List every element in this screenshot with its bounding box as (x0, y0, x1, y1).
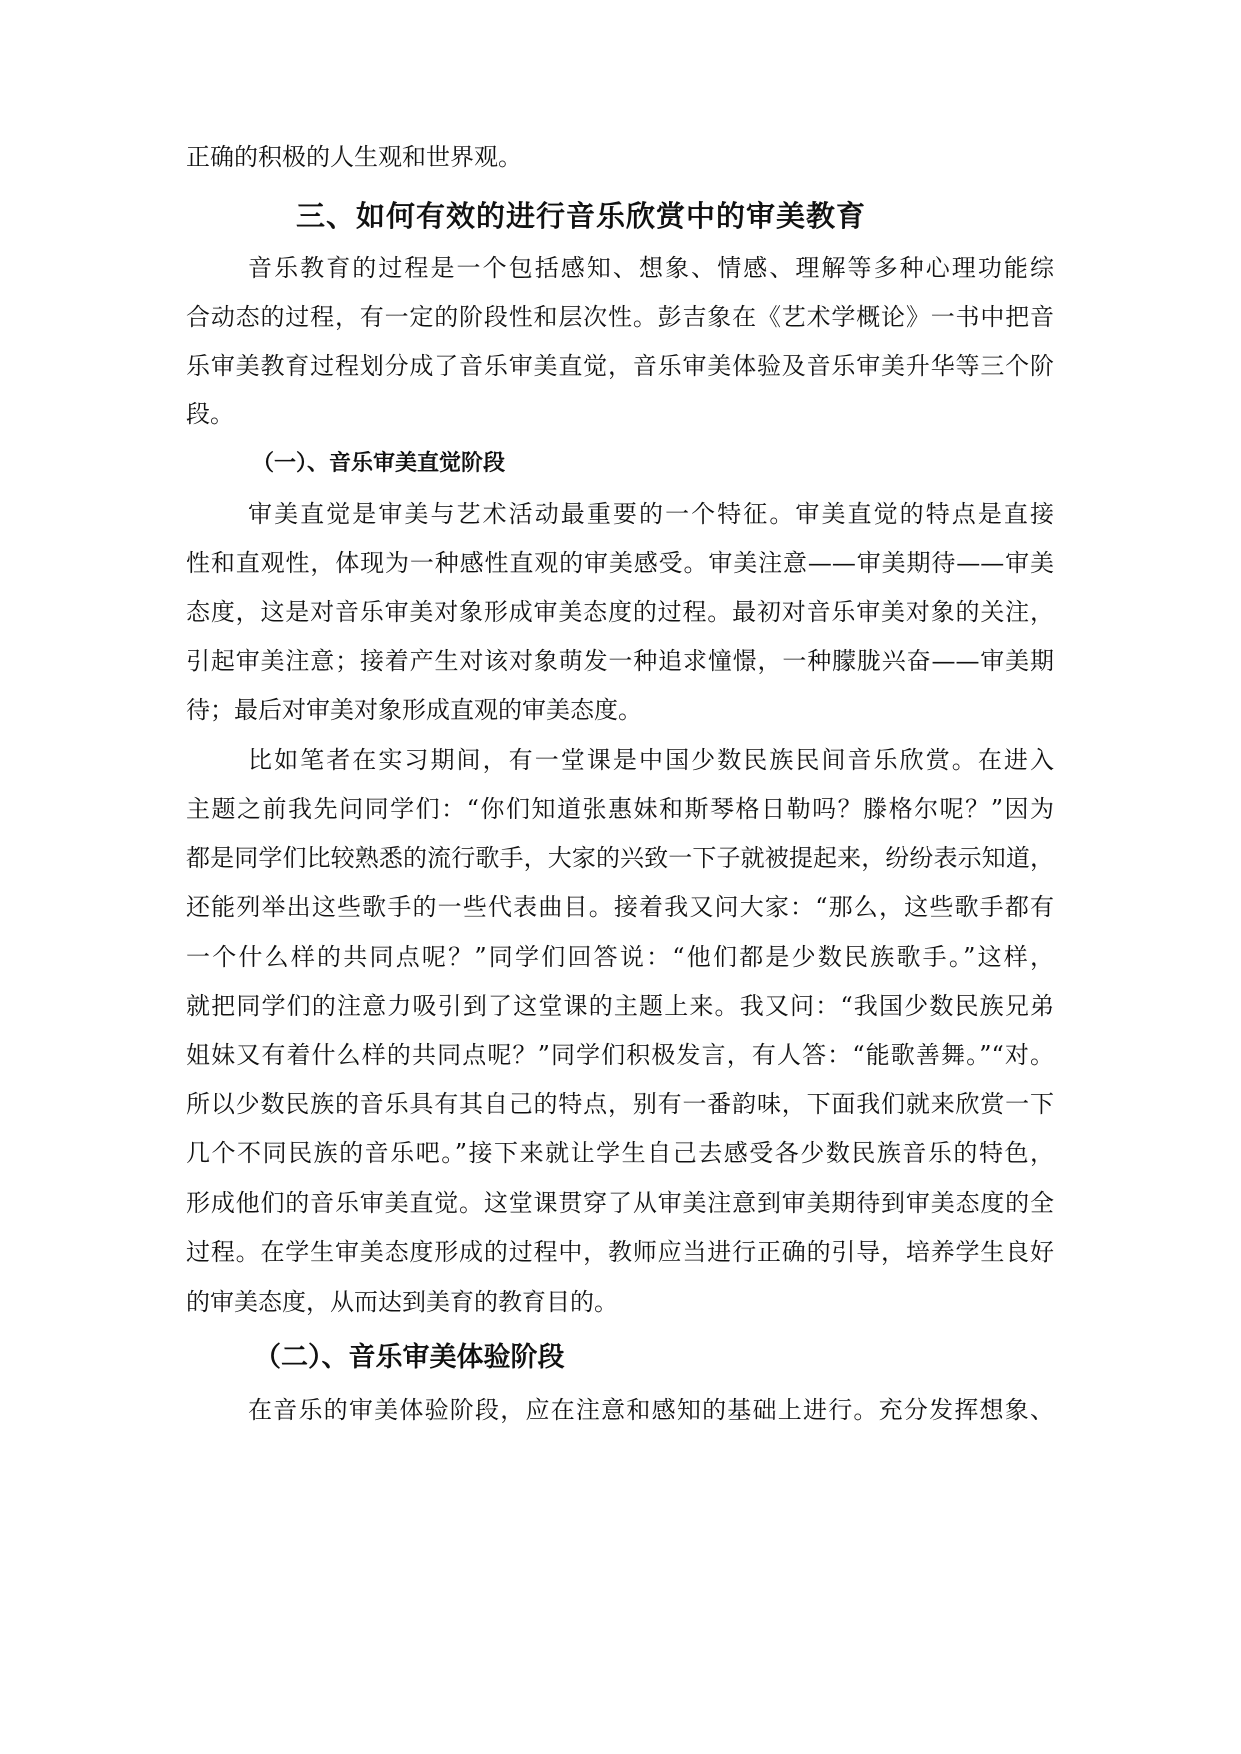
subsection-heading: （一）、音乐审美直觉阶段 (252, 451, 506, 476)
section-heading: 三、如何有效的进行音乐欣赏中的审美教育 (296, 199, 867, 233)
paragraph-line: 形成他们的音乐审美直觉。这堂课贯穿了从审美注意到审美期待到审美态度的全 (186, 1189, 1054, 1217)
paragraph-line: 就把同学们的注意力吸引到了这堂课的主题上来。我又问：“我国少数民族兄弟 (186, 992, 1054, 1020)
paragraph-line: 段。 (186, 400, 234, 428)
paragraph-line: 待；最后对审美对象形成直观的审美态度。 (186, 696, 642, 724)
subsection-heading: （二）、音乐审美体验阶段 (254, 1342, 565, 1373)
paragraph-line: 乐审美教育过程划分成了音乐审美直觉，音乐审美体验及音乐审美升华等三个阶 (186, 352, 1054, 380)
paragraph-line: 主题之前我先问同学们：“你们知道张惠妹和斯琴格日勒吗？滕格尔呢？”因为 (186, 795, 1054, 823)
paragraph-line: 还能列举出这些歌手的一些代表曲目。接着我又问大家：“那么，这些歌手都有 (186, 893, 1054, 921)
paragraph-line: 过程。在学生审美态度形成的过程中，教师应当进行正确的引导，培养学生良好 (186, 1238, 1054, 1266)
paragraph-line: 正确的积极的人生观和世界观。 (186, 143, 522, 171)
paragraph-line: 比如笔者在实习期间，有一堂课是中国少数民族民间音乐欣赏。在进入 (248, 746, 1054, 774)
paragraph-line: 音乐教育的过程是一个包括感知、想象、情感、理解等多种心理功能综 (248, 254, 1054, 282)
paragraph-line: 都是同学们比较熟悉的流行歌手，大家的兴致一下子就被提起来，纷纷表示知道， (186, 844, 1054, 872)
paragraph-line: 性和直观性，体现为一种感性直观的审美感受。审美注意——审美期待——审美 (186, 549, 1054, 577)
paragraph-line: 态度，这是对音乐审美对象形成审美态度的过程。最初对音乐审美对象的关注， (186, 598, 1054, 626)
paragraph-line: 一个什么样的共同点呢？”同学们回答说：“他们都是少数民族歌手。”这样， (186, 943, 1054, 971)
paragraph-line: 引起审美注意；接着产生对该对象萌发一种追求憧憬，一种朦胧兴奋——审美期 (186, 647, 1054, 675)
paragraph-line: 所以少数民族的音乐具有其自己的特点，别有一番韵味，下面我们就来欣赏一下 (186, 1090, 1054, 1118)
paragraph-line: 的审美态度，从而达到美育的教育目的。 (186, 1288, 618, 1316)
paragraph-line: 姐妹又有着什么样的共同点呢？”同学们积极发言，有人答：“能歌善舞。”“对。 (186, 1041, 1054, 1069)
paragraph-line: 在音乐的审美体验阶段，应在注意和感知的基础上进行。充分发挥想象、 (248, 1396, 1054, 1424)
paragraph-line: 合动态的过程，有一定的阶段性和层次性。彭吉象在《艺术学概论》一书中把音 (186, 303, 1054, 331)
paragraph-line: 审美直觉是审美与艺术活动最重要的一个特征。审美直觉的特点是直接 (248, 500, 1054, 528)
paragraph-line: 几个不同民族的音乐吧。”接下来就让学生自己去感受各少数民族音乐的特色， (186, 1139, 1054, 1167)
